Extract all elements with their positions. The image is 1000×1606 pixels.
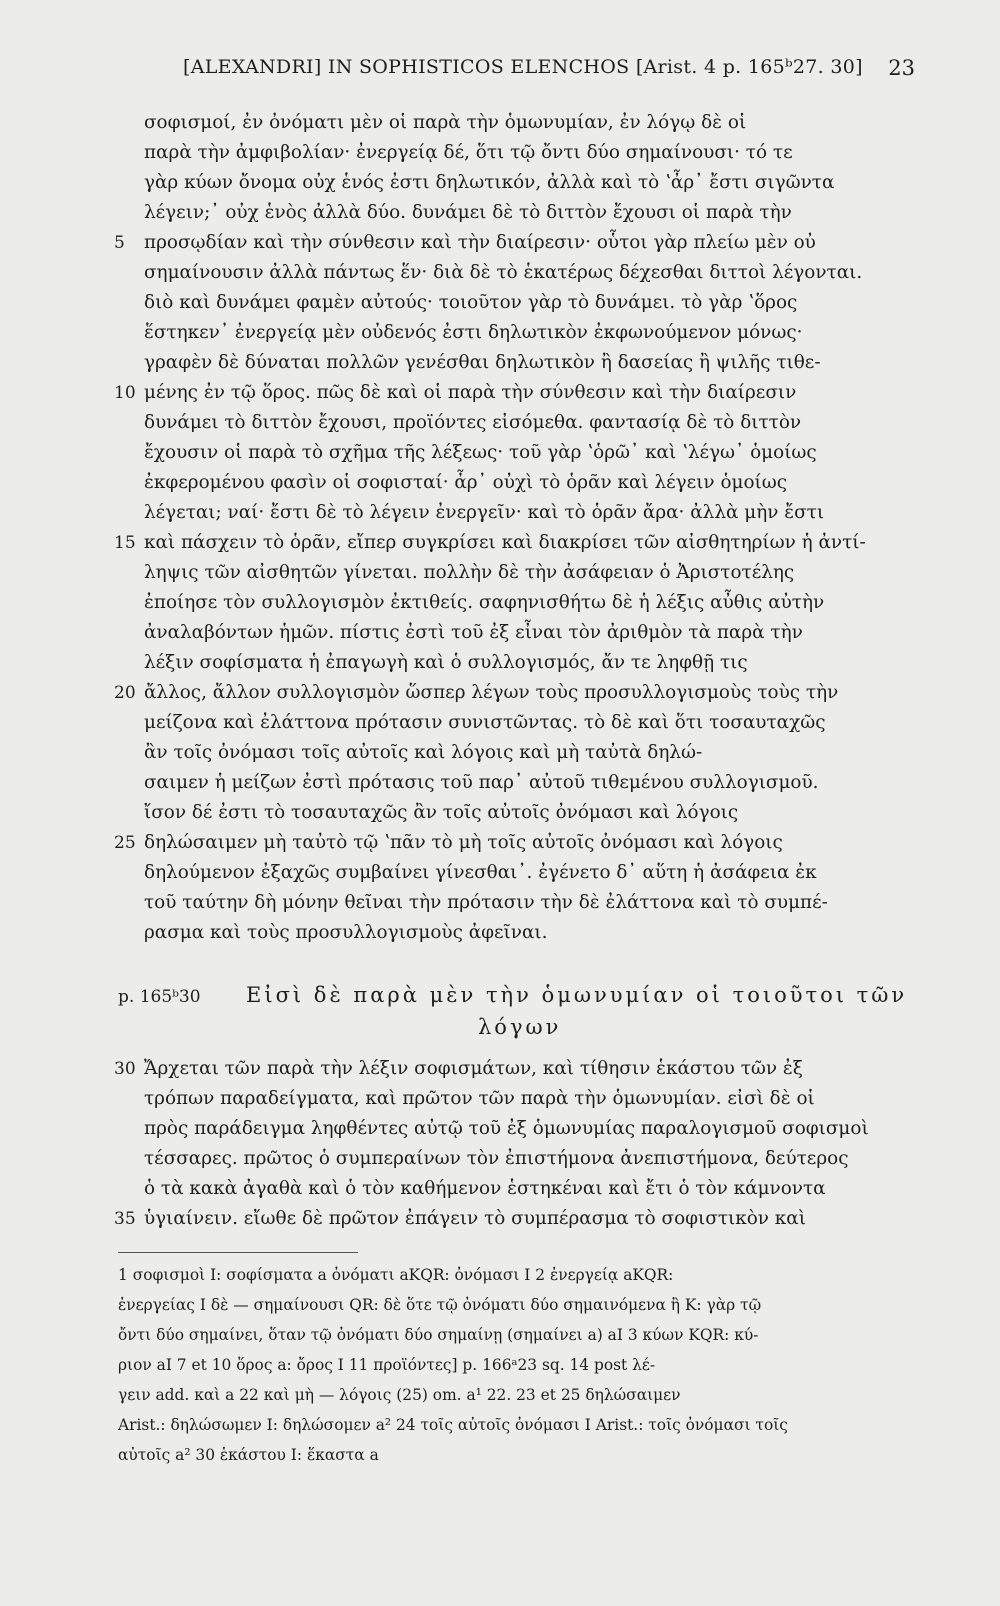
text-line <box>114 1204 888 1234</box>
line-text: πρὸς παράδειγμα ληφθέντες αὐτῷ τοῦ ἐξ ὁμωνυμίας παραλογισμοῦ σοφισμοὶ <box>144 1118 869 1139</box>
line-text: ληψις τῶν αἰσθητῶν γίνεται. πολλὴν δὲ τὴν ἀσάφειαν ὁ Ἀριστοτέλης <box>144 562 795 583</box>
text-line <box>114 378 888 408</box>
line-text: καὶ πάσχειν τὸ ὁρᾶν, εἴπερ συγκρίσει καὶ διακρίσει τῶν αἰσθητηρίων ἡ ἀντί- <box>144 532 866 553</box>
line-text: τέσσαρες. πρῶτος ὁ συμπεραίνων τὸν ἐπιστήμονα ἀνεπιστήμονα, δεύτερος <box>144 1148 849 1169</box>
lemma-heading-line-2: λόγων <box>478 1015 562 1039</box>
text-line <box>118 768 888 798</box>
text-line <box>118 918 888 948</box>
line-number: 15 <box>114 533 136 553</box>
text-line <box>118 438 888 468</box>
text-line <box>118 108 888 138</box>
line-text: δυνάμει τὸ διττὸν ἔχουσι, προϊόντες εἰσόμεθα. φαντασίᾳ δὲ τὸ διττὸν <box>144 412 802 433</box>
line-text: σοφισμοί, ἐν ὀνόματι μὲν οἱ παρὰ τὴν ὁμωνυμίαν, ἐν λόγῳ δὲ οἱ <box>144 112 747 133</box>
lemma-heading-line-1: Εἰσὶ δὲ παρὰ μὲν τὴν ὁμωνυμίαν οἱ τοιοῦτοι τῶν <box>246 983 908 1007</box>
text-line <box>114 828 888 858</box>
text-line <box>118 318 888 348</box>
commentary-text <box>114 1054 888 1234</box>
line-text: τρόπων παραδείγματα, καὶ πρῶτον τῶν παρὰ τὴν ὁμωνυμίαν. εἰσὶ δὲ οἱ <box>144 1088 815 1109</box>
line-text: παρὰ τὴν ἀμφιβολίαν· ἐνεργείᾳ δέ, ὅτι τῷ ὄντι δύο σημαίνουσι· τό τε <box>144 142 793 163</box>
line-text: ἄλλος, ἄλλον συλλογισμὸν ὥσπερ λέγων τοὺς προσυλλογισμοὺς τοὺς τὴν <box>144 682 839 703</box>
text-line <box>118 1144 888 1174</box>
line-text: ἂν τοῖς ὀνόμασι τοῖς αὐτοῖς καὶ λόγοις καὶ μὴ ταὐτὰ δηλώ- <box>144 742 703 763</box>
apparatus-criticus <box>118 1260 898 1470</box>
text-line <box>114 228 888 258</box>
line-number: 25 <box>114 833 136 853</box>
text-line <box>114 678 888 708</box>
line-text: σαιμεν ἡ μείζων ἐστὶ πρότασις τοῦ παρ᾽ αὐτοῦ τιθεμένου συλλογισμοῦ. <box>144 772 819 793</box>
text-line <box>118 408 888 438</box>
line-text: Ἄρχεται τῶν παρὰ τὴν λέξιν σοφισμάτων, καὶ τίθησιν ἑκάστου τῶν ἐξ <box>144 1058 803 1079</box>
text-line <box>118 888 888 918</box>
line-text: ἕστηκεν᾽ ἐνεργείᾳ μὲν οὐδενός ἐστι δηλωτικὸν ἐκφωνούμενον μόνως· <box>144 322 803 343</box>
line-number: 10 <box>114 383 136 403</box>
line-text: λέγεται; ναί· ἔστι δὲ τὸ λέγειν ἐνεργεῖν· καὶ τὸ ὁρᾶν ἄρα· ἀλλὰ μὴν ἔστι <box>144 502 825 523</box>
line-text: τοῦ ταύτην δὴ μόνην θεῖναι τὴν πρότασιν τὴν δὲ ἐλάττονα καὶ τὸ συμπέ- <box>144 892 828 913</box>
line-text: λέξιν σοφίσματα ἡ ἐπαγωγὴ καὶ ὁ συλλογισμός, ἄν τε ληφθῇ τις <box>144 652 748 673</box>
text-line <box>118 738 888 768</box>
main-text <box>114 108 888 948</box>
line-text: ὑγιαίνειν. εἴωθε δὲ πρῶτον ἐπάγειν τὸ συμπέρασμα τὸ σοφιστικὸν καὶ <box>144 1208 806 1229</box>
line-text: ὁ τὰ κακὰ ἀγαθὰ καὶ ὁ τὸν καθήμενον ἑστηκέναι καὶ ἔτι ὁ τὸν κάμνοντα <box>144 1178 826 1199</box>
text-line <box>118 558 888 588</box>
text-line <box>114 1054 888 1084</box>
line-number: 30 <box>114 1059 136 1079</box>
text-line <box>118 588 888 618</box>
line-text: σημαίνουσιν ἀλλὰ πάντως ἕν· διὰ δὲ τὸ ἑκατέρως δέχεσθαι διττοὶ λέγονται. <box>144 262 863 283</box>
apparatus-line: ὄντι δύο σημαίνει, ὅταν τῷ ὀνόματι δύο σημαίνῃ (σημαίνει a) aI 3 κύων KQR: κύ- <box>118 1326 759 1344</box>
text-line <box>118 708 888 738</box>
line-text: μένης ἐν τῷ ὅρος. πῶς δὲ καὶ οἱ παρὰ τὴν σύνθεσιν καὶ τὴν διαίρεσιν <box>144 382 797 403</box>
apparatus-line: ριον aI 7 et 10 ὅρος a: ὄρος I 11 προϊόντες] p. 166ᵃ23 sq. 14 post λέ- <box>118 1356 656 1374</box>
text-line <box>118 1114 888 1144</box>
text-line <box>118 618 888 648</box>
text-line <box>118 138 888 168</box>
line-text: λέγειν;᾽ οὐχ ἑνὸς ἀλλὰ δύο. δυνάμει δὲ τὸ διττὸν ἔχουσι οἱ παρὰ τὴν <box>144 202 792 223</box>
running-title: [ALEXANDRI] IN SOPHISTICOS ELENCHOS [Arist. 4 p. 165ᵇ27. 30] <box>183 56 863 78</box>
line-text: προσῳδίαν καὶ τὴν σύνθεσιν καὶ τὴν διαίρεσιν· οὗτοι γὰρ πλείω μὲν οὐ <box>144 232 816 253</box>
text-line <box>118 258 888 288</box>
line-text: ἀναλαβόντων ἡμῶν. πίστις ἐστὶ τοῦ ἐξ εἶναι τὸν ἀριθμὸν τὰ παρὰ τὴν <box>144 622 803 643</box>
line-text: διὸ καὶ δυνάμει φαμὲν αὐτούς· τοιοῦτον γὰρ τὸ δυνάμει. τὸ γὰρ ʽὅρος <box>144 292 798 313</box>
section-lemma <box>118 978 908 1042</box>
text-line <box>114 528 888 558</box>
line-number: 20 <box>114 683 136 703</box>
apparatus-line: ἐνεργείας I δὲ — σημαίνουσι QR: δὲ ὅτε τῷ ὀνόματι δύο σημαινόμενα ἢ K: γὰρ τῷ <box>118 1296 762 1314</box>
line-text: δηλούμενον ἐξαχῶς συμβαίνει γίνεσθαι᾽. ἐγένετο δ᾽ αὕτη ἡ ἀσάφεια ἐκ <box>144 862 817 883</box>
line-text: γραφὲν δὲ δύναται πολλῶν γενέσθαι δηλωτικὸν ἢ δασείας ἢ ψιλῆς τιθε- <box>144 352 821 373</box>
text-line <box>118 288 888 318</box>
text-line <box>118 468 888 498</box>
text-line <box>118 1174 888 1204</box>
line-number: 35 <box>114 1209 136 1229</box>
text-line <box>118 798 888 828</box>
line-text: γὰρ κύων ὄνομα οὐχ ἑνός ἐστι δηλωτικόν, ἀλλὰ καὶ τὸ ʽἆρ᾽ ἔστι σιγῶντα <box>144 172 835 193</box>
apparatus-line: γειν add. καὶ a 22 καὶ μὴ — λόγοις (25) om. a¹ 22. 23 et 25 δηλώσαιμεν <box>118 1386 681 1404</box>
line-number: 5 <box>114 233 125 253</box>
footnote-rule <box>118 1252 358 1253</box>
lemma-reference: p. 165ᵇ30 <box>118 987 201 1007</box>
line-text: μείζονα καὶ ἐλάττονα πρότασιν συνιστῶντας. τὸ δὲ καὶ ὅτι τοσαυταχῶς <box>144 712 826 733</box>
apparatus-line: 1 σοφισμοὶ I: σοφίσματα a ὀνόματι aKQR: ὀνόμασι I 2 ἐνεργείᾳ aKQR: <box>118 1266 674 1284</box>
apparatus-line: Arist.: δηλώσωμεν I: δηλώσομεν a² 24 τοῖς αὐτοῖς ὀνόμασι I Arist.: τοῖς ὀνόμασι τοῖς <box>118 1416 788 1434</box>
text-line <box>118 498 888 528</box>
text-line <box>118 198 888 228</box>
text-line <box>118 858 888 888</box>
text-line <box>118 648 888 678</box>
line-text: ἔχουσιν οἱ παρὰ τὸ σχῆμα τῆς λέξεως· τοῦ γὰρ ʽὁρῶ᾽ καὶ ʽλέγω᾽ ὁμοίως <box>144 442 817 463</box>
apparatus-line: αὐτοῖς a² 30 ἑκάστου I: ἕκαστα a <box>118 1446 379 1464</box>
line-text: ἐποίησε τὸν συλλογισμὸν ἐκτιθείς. σαφηνισθήτω δὲ ἡ λέξις αὖθις αὐτὴν <box>144 592 825 613</box>
running-header <box>183 56 915 86</box>
line-text: δηλώσαιμεν μὴ ταὐτὸ τῷ ʽπᾶν τὸ μὴ τοῖς αὐτοῖς ὀνόμασι καὶ λόγοις <box>144 832 783 853</box>
text-line <box>118 1084 888 1114</box>
line-text: ρασμα καὶ τοὺς προσυλλογισμοὺς ἀφεῖναι. <box>144 922 548 943</box>
text-line <box>118 168 888 198</box>
page-number: 23 <box>888 56 915 80</box>
line-text: ἐκφερομένου φασὶν οἱ σοφισταί· ἆρ᾽ οὐχὶ τὸ ὁρᾶν καὶ λέγειν ὁμοίως <box>144 472 788 493</box>
line-text: ἴσον δέ ἐστι τὸ τοσαυταχῶς ἂν τοῖς αὐτοῖς ὀνόμασι καὶ λόγοις <box>144 802 739 823</box>
text-line <box>118 348 888 378</box>
